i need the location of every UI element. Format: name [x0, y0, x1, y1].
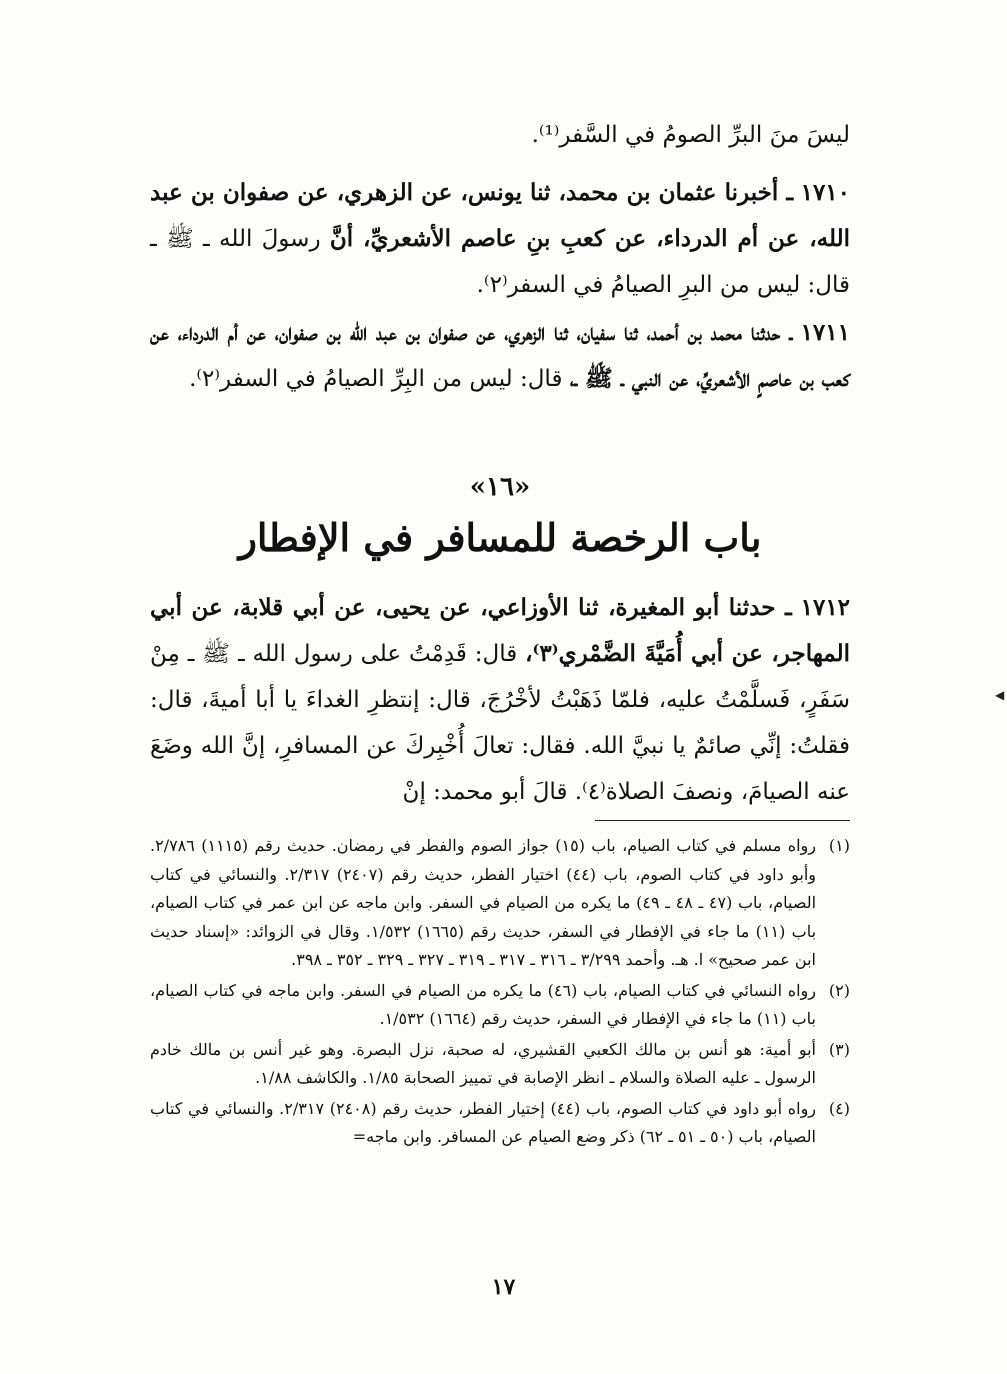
hadith-1712 — [150, 585, 850, 815]
hadith-number: ١٧١٠ — [800, 179, 851, 206]
footnote-text: رواه النسائي في كتاب الصيام، باب (٤٦) ما يكره من الصيام في السفر. وابن ماجه في كتاب الصيام، باب (١١) ما جاء في الإفطار في السفر، حديث رقم (١٦٦٤) ١/٥٣٢. — [150, 980, 817, 1028]
chapter-number: «١٦» — [469, 472, 531, 502]
hadith-chain: حدثنا محمد بن أحمد، ثنا سفيان، ثنا الزهري، عن صفوان بن عبد الله بن صفوان، عن أم الدرداء، عن كعب بن عاصمٍ الأشعريِّ، عن النبي ـ ﷺ ـ، — [150, 319, 850, 392]
chapter-heading — [150, 470, 850, 566]
footnote-text: رواه أبو داود في كتاب الصوم، باب (٤٤) إختيار الفطر، حديث رقم (٢٤٠٨) ٢/٣١٧. والنسائي في كتاب الصيام، باب (٥٠ ـ ٥١ ـ ٦٢) ذكر وضع الصيام عن المسافر. وابن ماجه= — [150, 1098, 817, 1146]
hadith-number: ١٧١٢ — [800, 594, 851, 621]
hadith-number: ١٧١١ — [800, 319, 850, 346]
chapter-title: باب الرخصة للمسافر في الإفطار — [238, 515, 762, 560]
footnote-text: رواه مسلم في كتاب الصيام، باب (١٥) جواز الصوم والفطر في رمضان. حديث رقم (١١١٥) ٢/٧٨٦. وأبو داود في كتاب الصوم، باب (٤٤) اختيار الفطر، حديث رقم (٢٤٠٧) ٢/٣١٧. والنسائي في كتاب الصيام، باب (٤٧ ـ ٤٨ ـ ٤٩) ما يكره من الصيام في السفر. وابن ماجه عن ابن عمر في كتاب الصيام، باب (١١) ما جاء في الإفطار في السفر، حديث رقم (١٦٦٥) ١/٥٣٢. وقال في الزوائد: «إسناد حديث ابن عمر صحيح» ا. هـ. وأحمد ٣/٢٩٩ ـ ٣١٦ ـ ٣١٧ ـ ٣١٩ ـ ٣٢٧ ـ ٣٢٩ ـ ٣٥٢ ـ ٣٩٨. — [150, 836, 817, 969]
footnote-2 — [150, 977, 850, 1034]
footnote-number: (٢) — [828, 980, 850, 1000]
footnote-number: (٤) — [828, 1098, 850, 1118]
hadith-1710 — [150, 170, 850, 308]
hadith-paragraph: ١٧١٠ ـ أخبرنا عثمان بن محمد، ثنا يونس، عن الزهري، عن صفوان بن عبد الله، عن أم الدرداء، عن كعبِ بنِ عاصم الأشعريِّ، أنَّ رسولَ الله ـ ﷺ ـ قال: ليس من البرِ الصيامُ في السفر⁽٢⁾. — [150, 179, 851, 298]
footnote-divider — [595, 820, 850, 821]
hadith-matn: رسولَ الله ـ ﷺ ـ قال: ليس من البرِ الصيامُ في السفر⁽٢⁾. — [150, 226, 850, 298]
hadith-chain: حدثنا أبو المغيرة، ثنا الأوزاعي، عن يحيى، عن أبي قلابة، عن أبي المهاجر، عن أبي أُمَيَّةَ الضَّمْري⁽٣⁾، — [150, 594, 850, 667]
hadith-chain: أخبرنا عثمان بن محمد، ثنا يونس، عن الزهري، عن صفوان بن عبد الله، عن أم الدرداء، عن كعبِ بنِ عاصم الأشعريِّ، أنَّ — [150, 179, 850, 252]
footnotes — [150, 832, 850, 1154]
margin-mark-icon: ◀ — [995, 688, 1005, 702]
hadith-1711 — [150, 310, 850, 402]
hadith-matn: قال: قَدِمْتُ على رسول الله ـ ﷺ ـ مِنْ سَفَرٍ، فَسلَّمْتُ عليه، فلمّا ذَهَبْتُ لأخْرُجَ، قال: إنتظرِ الغداءَ يا أبا أميةَ، قال: فقلتُ: إنِّي صائمٌ يا نبيَّ الله. فقال: تعالَ أُخْبِركَ عن المسافرِ، إنَّ الله وضَعَ عنه الصيامَ، ونصفَ الصلاة⁽٤⁾. قالَ أبو محمد: إنْ — [150, 641, 850, 805]
intro-text: ليسَ منَ البرِّ الصومُ في السَّفر⁽¹⁾. — [531, 122, 850, 148]
hadith-paragraph: ١٧١٢ ـ حدثنا أبو المغيرة، ثنا الأوزاعي، عن يحيى، عن أبي قلابة، عن أبي المهاجر، عن أبي أُمَيَّةَ الضَّمْري⁽٣⁾، قال: قَدِمْتُ على رسول الله ـ ﷺ ـ مِنْ سَفَرٍ، فَسلَّمْتُ عليه، فلمّا ذَهَبْتُ لأخْرُجَ، قال: إنتظرِ الغداءَ يا أبا أميةَ، قال: فقلتُ: إنِّي صائمٌ يا نبيَّ الله. فقال: تعالَ أُخْبِركَ عن المسافرِ، إنَّ الله وضَعَ عنه الصيامَ، ونصفَ الصلاة⁽٤⁾. قالَ أبو محمد: إنْ — [150, 594, 851, 805]
intro-line — [150, 112, 850, 158]
hadith-paragraph: ١٧١١ ـ حدثنا محمد بن أحمد، ثنا سفيان، ثنا الزهري، عن صفوان بن عبد الله بن صفوان، عن أم الدرداء، عن كعب بن عاصمٍ الأشعريِّ، عن النبي ـ ﷺ ـ، قال: ليس من البِرِّ الصيامُ في السفر⁽٢⁾. — [150, 319, 850, 392]
hadith-matn: قال: ليس من البِرِّ الصيامُ في السفر⁽٢⁾. — [189, 366, 563, 392]
footnote-4 — [150, 1095, 850, 1152]
page-number: ١٧ — [491, 1274, 516, 1300]
footnote-number: (١) — [828, 836, 850, 855]
footnote-1 — [150, 832, 850, 975]
footnote-3 — [150, 1036, 850, 1093]
footnote-text: أبو أمية: هو أنس بن مالك الكعبي القشيري، له صحبة، نزل البصرة. وهو غير أنس بن مالك خادم الرسول ـ عليه الصلاة والسلام ـ انظر الإصابة في تمييز الصحابة ١/٨٥. والكاشف ١/٨٨. — [150, 1039, 817, 1087]
footnote-number: (٣) — [828, 1039, 850, 1059]
